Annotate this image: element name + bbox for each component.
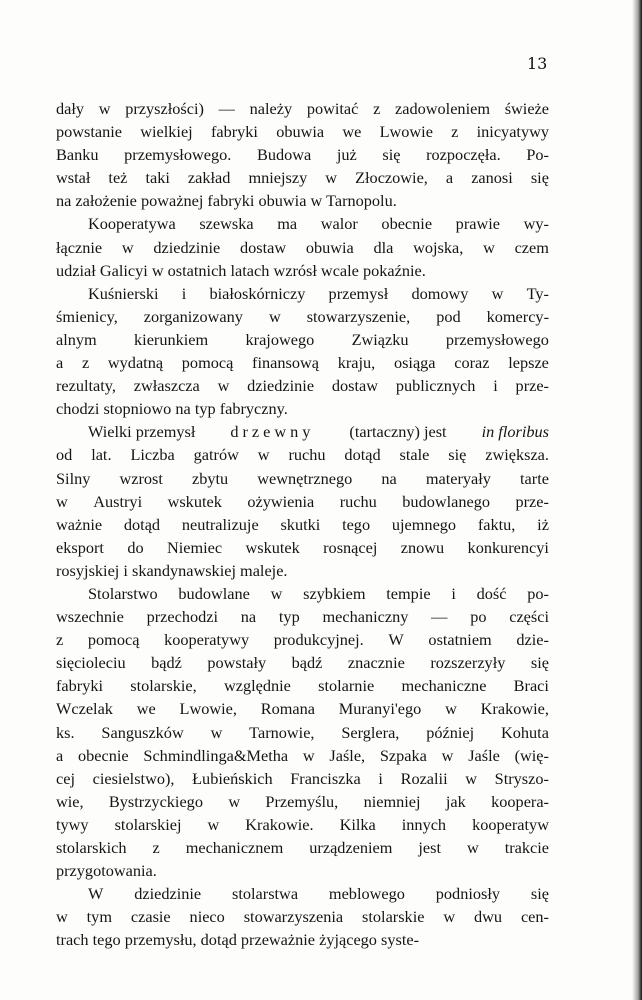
text-line: wszechnie przechodzi na typ mechaniczny — po części — [56, 607, 549, 627]
text-line: trach tego przemysłu, dotąd przeważnie żyjącego syste- — [56, 930, 420, 950]
paragraph-p2 — [56, 212, 549, 281]
text-line: przygotowania. — [56, 861, 157, 881]
paragraph-p1 — [56, 97, 549, 212]
text-line: Kooperatywa szewska ma walor obecnie prawie wy- — [88, 214, 549, 234]
text-line: eksport do Niemiec wskutek rosnącej znowu konkurencyi — [56, 537, 549, 557]
text-line: wie, Bystrzyckiego w Przemyślu, niemniej jak koopera- — [56, 791, 549, 811]
page-edge-shadow — [632, 0, 642, 1000]
text-line: w Austryi wskutek ożywienia ruchu budowlanego prze- — [56, 491, 549, 511]
text-line: fabryki stolarskie, względnie stolarnie mechaniczne Braci — [56, 676, 549, 696]
text-line: wstał też taki zakład mniejszy w Złoczowie, a zanosi się — [56, 168, 549, 188]
text-line: z pomocą kooperatywy produkcyjnej. W ostatniem dzie- — [56, 630, 549, 650]
text-line: chodzi stopniowo na typ fabryczny. — [56, 399, 288, 419]
text-line: tywy stolarskiej w Krakowie. Kilka innych kooperatyw — [56, 814, 549, 834]
text-line: alnym kierunkiem krajowego Związku przemysłowego — [56, 329, 549, 349]
text-line: Stolarstwo budowlane w szybkiem tempie i dość po- — [88, 583, 549, 603]
text-line: śmienicy, zorganizowany w stowarzyszenie, pod komercy- — [56, 306, 549, 326]
text-line: dały w przyszłości) — należy powitać z zadowoleniem świeże — [56, 99, 549, 118]
text-run: (tartaczny) jest — [349, 422, 447, 442]
text-line: stolarskich z mechanicznem urządzeniem jest w trakcie — [56, 838, 549, 857]
text-line: W dziedzinie stolarstwa meblowego podniosły się — [88, 884, 549, 904]
text-line: rosyjskiej i skandynawskiej maleje. — [56, 560, 288, 580]
spaced-emphasis: drzewny — [230, 422, 315, 442]
body-text — [56, 97, 549, 951]
paragraph-p5 — [56, 582, 549, 882]
text-run: Wielki przemysł — [88, 422, 196, 442]
text-line: na założenie poważnej fabryki obuwia w Tarnopolu. — [56, 191, 397, 211]
paragraph-p6 — [56, 882, 549, 951]
text-line: cej ciesielstwo), Łubieńskich Franciszka i Rozalii w Stryszo- — [56, 768, 549, 788]
text-line: sięcioleciu bądź powstały bądź znacznie rozszerzyły się — [56, 653, 549, 673]
text-line: udział Galicyi w ostatnich latach wzrósł wcale pokaźnie. — [56, 260, 426, 280]
text-line: od lat. Liczba gatrów w ruchu dotąd stale się zwiększa. — [56, 445, 549, 465]
text-line: powstanie wielkiej fabryki obuwia we Lwowie z inicyatywy — [56, 122, 549, 142]
paragraph-p3 — [56, 282, 549, 421]
text-line: Kuśnierski i białoskórniczy przemysł domowy w Ty- — [88, 283, 549, 303]
italic-phrase: in floribus — [481, 422, 549, 442]
text-line: w tym czasie nieco stowarzyszenia stolarskie w dwu cen- — [56, 907, 549, 927]
text-line: rezultaty, zwłaszcza w dziedzinie dostaw publicznych i prze- — [56, 376, 549, 396]
text-line: a obecnie Schmindlinga&Metha w Jaśle, Szpaka w Jaśle (wię- — [56, 745, 549, 765]
page-number: 13 — [527, 54, 548, 73]
paragraph-p4 — [56, 420, 549, 582]
text-line — [56, 420, 549, 443]
text-line: Wczelak we Lwowie, Romana Muranyi'ego w Krakowie, — [56, 699, 549, 719]
text-line: ważnie dotąd neutralizuje skutki tego ujemnego faktu, iż — [56, 514, 549, 534]
text-line: Banku przemysłowego. Budowa już się rozpoczęła. Po- — [56, 145, 549, 165]
text-line: łącznie w dziedzinie dostaw obuwia dla wojska, w czem — [56, 237, 549, 257]
text-line: a z wydatną pomocą finansową kraju, osiąga coraz lepsze — [56, 353, 549, 373]
text-line: Silny wzrost zbytu wewnętrznego na materyały tarte — [56, 468, 549, 488]
text-line: ks. Sanguszków w Tarnowie, Serglera, później Kohuta — [56, 722, 549, 742]
